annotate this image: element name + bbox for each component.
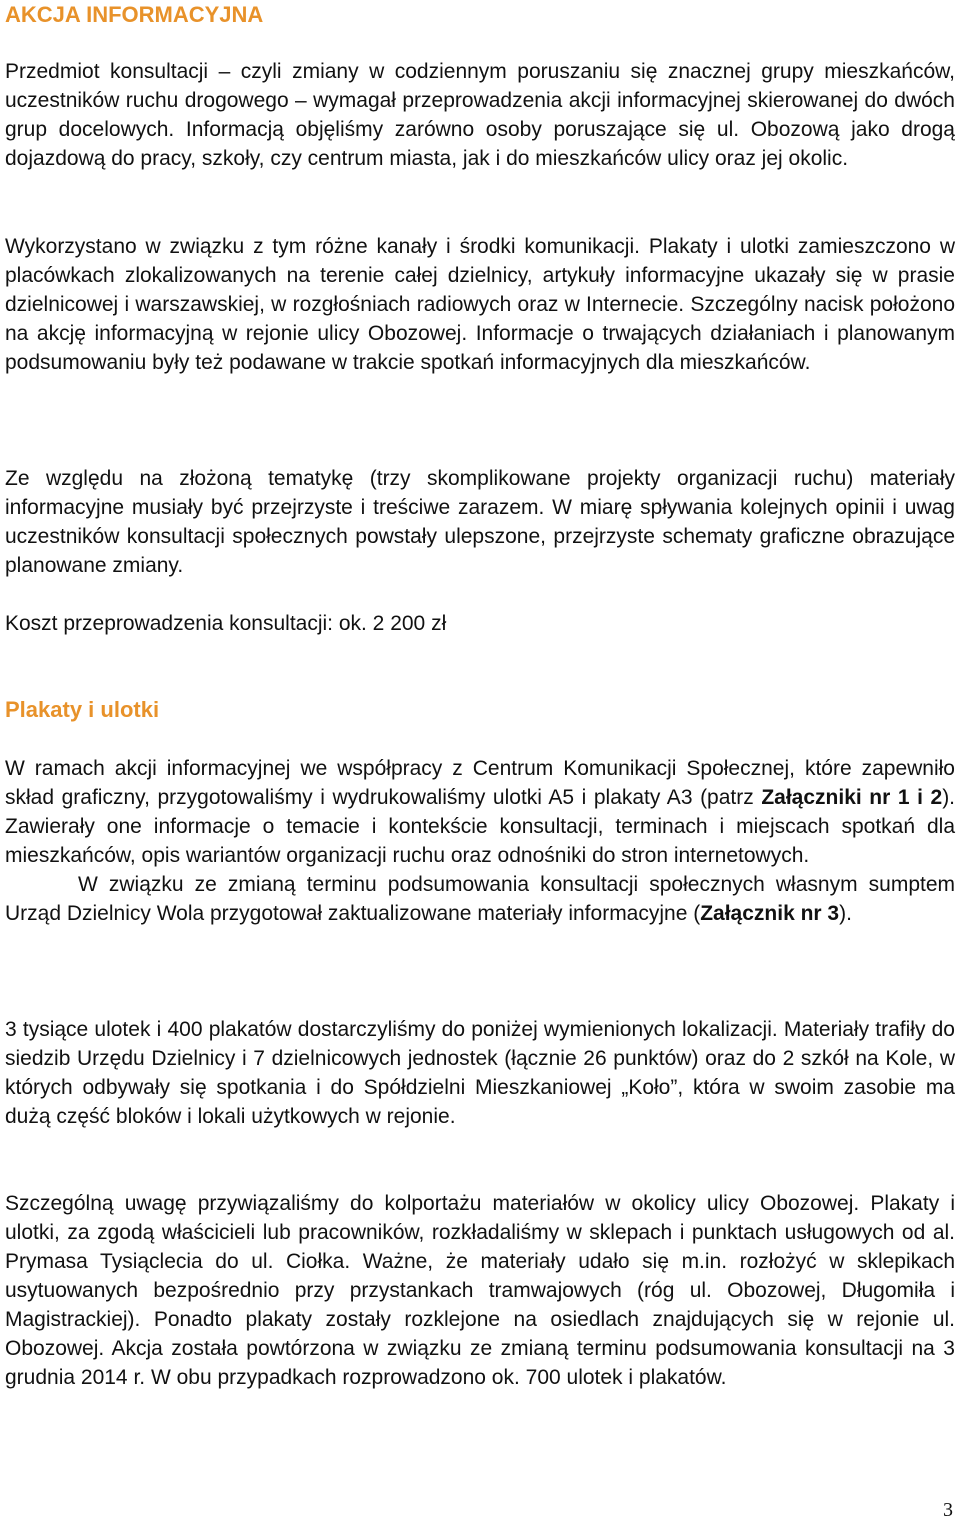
paragraph-channels: Wykorzystano w związku z tym różne kanały i środki komunikacji. Plakaty i ulotki zamieszczono w placówkach zlokalizowanych na terenie całej dzielnicy, artykuły informacyjne ukazały się w prasie dzielnicowej i warszawskiej, w rozgłośniach radiowych oraz w Internecie. Szczególny nacisk położono na akcję informacyjną w rejonie ulicy Obozowej. Informacje o trwających działaniach i planowanym podsumowaniu były też podawane w trakcie spotkań informacyjnych dla mieszkańców. (5, 235, 955, 374)
paragraph-intro: Przedmiot konsultacji – czyli zmiany w codziennym poruszaniu się znacznej grupy mieszkańców, uczestników ruchu drogowego – wymagał przeprowadzenia akcji informacyjnej skierowanej do dwóch grup docelowych. Informacją objęliśmy zarówno osoby poruszające się ul. Obozową jako drogą dojazdową do pracy, szkoły, czy centrum miasta, jak i do mieszkańców ulicy oraz jej okolic. (5, 60, 955, 170)
main-heading: AKCJA INFORMACYJNA (5, 2, 264, 27)
section-heading: Plakaty i ulotki (5, 697, 160, 722)
paragraph-leaflets (5, 754, 955, 928)
paragraph-leaflets-text-a: W ramach akcji informacyjnej we współpracy z Centrum Komunikacji Społecznej, które zapewniło skład graficzny, przygotowaliśmy i wydrukowaliśmy ulotki A5 i plakaty A3 (patrz (5, 757, 955, 809)
cost-line: Koszt przeprowadzenia konsultacji: ok. 2 200 zł (5, 612, 447, 635)
paragraph-leaflets-text-d: W związku ze zmianą terminu podsumowania konsultacji społecznych własnym sumptem Urząd Dzielnicy Wola przygotował zaktualizowane materiały informacyjne ( (5, 873, 955, 925)
paragraph-leaflets-text-c: ). Zawierały one informacje o temacie i kontekście konsultacji, terminach i miejscach spotkań dla mieszkańców, opis wariantów organizacji ruchu oraz odnośniki do stron internetowych. (5, 786, 956, 867)
attachment-ref-1-2: Załączniki nr 1 i 2 (761, 786, 943, 809)
paragraph-obozowa: Szczególną uwagę przywiązaliśmy do kolportażu materiałów w okolicy ulicy Obozowej. Plakaty i ulotki, za zgodą właścicieli lub pracowników, rozkładaliśmy w sklepach i punktach usługowych od al. Prymasa Tysiąclecia do ul. Ciołka. Ważne, że materiały udało się m.in. rozłożyć w sklepikach usytuowanych bezpośrednio przy przystankach tramwajowych (róg ul. Obozowej, Długomiła i Magistrackiej). Ponadto plakaty zostały rozklejone na osiedlach znajdujących się w rejonie ul. Obozowej. Akcja została powtórzona w związku ze zmianą terminu podsumowania konsultacji na 3 grudnia 2014 r. W obu przypadkach rozprowadzono ok. 700 ulotek i plakatów. (5, 1192, 955, 1389)
paragraph-materials: Ze względu na złożoną tematykę (trzy skomplikowane projekty organizacji ruchu) materiały informacyjne musiały być przejrzyste i treściwe zarazem. W miarę spływania kolejnych opinii i uwag uczestników konsultacji społecznych powstały ulepszone, przejrzyste schematy graficzne obrazujące planowane zmiany. (5, 467, 955, 577)
paragraph-leaflets-text-f: ). (839, 902, 852, 925)
paragraph-distribution: 3 tysiące ulotek i 400 plakatów dostarczyliśmy do poniżej wymienionych lokalizacji. Materiały trafiły do siedzib Urzędu Dzielnicy i 7 dzielnicowych jednostek (łącznie 26 punktów) oraz do 2 szkół na Kole, w których odbywały się spotkania i do Spółdzielni Mieszkaniowej „Koło”, która w swoim zasobie ma dużą część bloków i lokali użytkowych w rejonie. (5, 1018, 955, 1128)
page-number: 3 (943, 1499, 953, 1521)
attachment-ref-3: Załącznik nr 3 (700, 902, 840, 925)
